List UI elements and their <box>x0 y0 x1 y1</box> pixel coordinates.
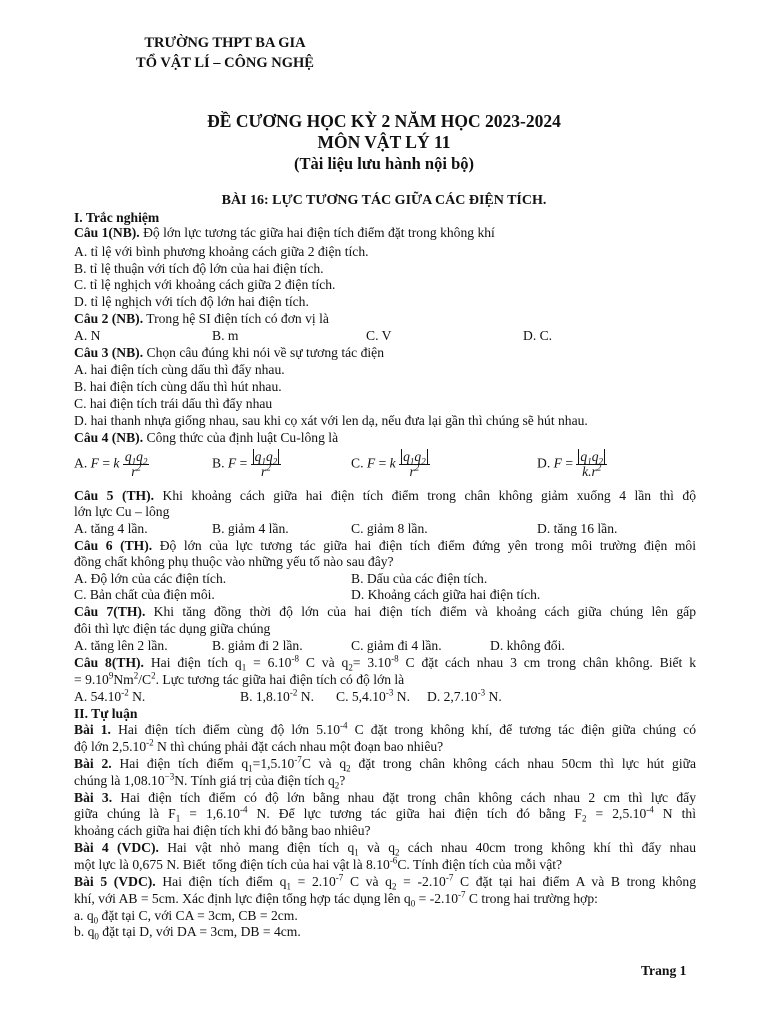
exercise-1-cont: độ lớn $2,5.10^{-2}$ N thì chúng phải đặt cách nhau một đoạn bao nhiêu? <box>74 737 444 754</box>
option-7b: B. giảm đi 2 lần. <box>212 638 303 653</box>
option-4c: C. F = k $\frac{q_1q_2}{r^2}$ <box>351 450 430 479</box>
option-2d: D. C. <box>523 328 553 343</box>
question-label: Câu 7(TH). <box>74 604 146 619</box>
question-label: Câu 5 (TH). <box>74 488 155 503</box>
option-1d: D. tỉ lệ nghịch với tích độ lớn hai điện tích. <box>74 294 309 309</box>
option-1b: B. tỉ lệ thuận với tích độ lớn của hai điện tích. <box>74 261 324 276</box>
option-1a: A. tỉ lệ với bình phương khoảng cách giữa 2 điện tích. <box>74 244 369 259</box>
option-7c: C. giảm đi 4 lần. <box>351 638 442 653</box>
fraction: $\frac{q_1q_2}{r^2}$ <box>124 449 148 479</box>
question-1 <box>74 225 696 240</box>
question-5-cont: lớn lực Cu – lông <box>74 504 170 519</box>
exercise-label: Bài 1. <box>74 722 111 737</box>
exercise-3: Bài 3. Hai điện tích điểm có độ lớn bằng nhau đặt trong chân không cách nhau 2 cm thì lực đẩy <box>74 790 696 805</box>
exercise-5-cont: khí, với AB = 5cm. Xác định lực điện tổng hợp tác dụng lên $q_0 = -2.10^{-7}$ C trong hai trường hợp: <box>74 889 598 909</box>
question-6 <box>74 538 696 553</box>
option-5a: A. tăng 4 lần. <box>74 521 148 536</box>
question-8-cont: = $9.10^9Nm^2/C^2$. Lực tương tác giữa hai điện tích có độ lớn là <box>74 670 405 687</box>
option-3d: D. hai thanh nhựa giống nhau, sau khi cọ xát với len dạ, nếu đưa lại gần thì chúng sẽ hút nhau. <box>74 413 588 428</box>
exercise-label: Bài 4 (VDC). <box>74 840 159 855</box>
option-8d: D. $2,7.10^{-3}$ N. <box>427 687 502 704</box>
section-essay: II. Tự luận <box>74 706 138 721</box>
option-5b: B. giảm 4 lần. <box>212 521 289 536</box>
question-6-cont: đồng chất không phụ thuộc vào những yếu tố nào sau đây? <box>74 554 394 569</box>
exercise-3-cont2: khoảng cách giữa hai điện tích khi đó bằng bao nhiêu? <box>74 823 371 838</box>
school-name: TRƯỜNG THPT BA GIA <box>144 35 306 51</box>
exercise-1: Bài 1. Hai điện tích điểm cùng độ lớn $5.10^{-4}$ C đặt trong không khí, để tương tác điện giữa chúng có <box>74 720 697 737</box>
exercise-5a: a. $q_0$ đặt tại C, với CA = 3cm, CB = 2cm. <box>74 908 298 926</box>
question-text: Độ lớn của lực tương tác giữa hai điện tích điểm đứng yên trong môi trường điện môi <box>152 538 696 553</box>
exercise-4: Bài 4 (VDC). Hai vật nhỏ mang điện tích $q_1$ và $q_2$ cách nhau 40cm trong không khí thì đẩy nhau <box>74 840 697 858</box>
question-text: Khi khoảng cách giữa hai điện tích điểm trong chân không giảm xuống 4 lần thì độ <box>154 488 696 503</box>
fraction: $\frac{q_1q_2}{r^2}$ <box>399 450 430 479</box>
option-6d: D. Khoảng cách giữa hai điện tích. <box>351 587 541 602</box>
option-3c: C. hai điện tích trái dấu thì đẩy nhau <box>74 396 273 411</box>
exercise-label: Bài 3. <box>74 790 113 805</box>
option-5c: C. giảm 8 lần. <box>351 521 428 536</box>
section-multiple-choice: I. Trắc nghiệm <box>74 210 160 225</box>
option-1c: C. tỉ lệ nghịch với khoảng cách giữa 2 điện tích. <box>74 277 336 292</box>
question-7 <box>74 604 696 619</box>
document-note: (Tài liệu lưu hành nội bộ) <box>293 154 474 173</box>
formula: F <box>366 455 376 471</box>
option-2c: C. V <box>366 328 392 343</box>
option-8a: A. $54.10^{-2}$ N. <box>74 687 146 704</box>
option-6a: A. Độ lớn của các điện tích. <box>74 571 227 586</box>
subject-title: MÔN VẬT LÝ 11 <box>317 132 451 152</box>
exercise-4-cont: một lực là 0,675 N. Biết tổng điện tích của hai vật là $8.10^{-6}C$. Tính điện tích của mỗi vật? <box>74 855 563 872</box>
question-5 <box>74 488 696 503</box>
document-title: ĐỀ CƯƠNG HỌC KỲ 2 NĂM HỌC 2023-2024 <box>207 111 561 131</box>
lesson-title: BÀI 16: LỰC TƯƠNG TÁC GIỮA CÁC ĐIỆN TÍCH. <box>221 193 547 208</box>
exercise-3-cont: giữa chúng là $F_1 = 1,6.10^{-4}$ N. Để lực tương tác giữa hai điện tích đó bằng $F_2 = 2,5.10^{-4}$ N thì <box>74 804 697 824</box>
option-6c: C. Bản chất của điện môi. <box>74 587 215 602</box>
exercise-label: Bài 5 (VDC). <box>74 874 156 889</box>
fraction: $\frac{q_1q_2}{r^2}$ <box>251 450 282 479</box>
question-3 <box>74 345 696 360</box>
option-4d: D. F = $\frac{q_1q_2}{k.r^2}$ <box>537 450 607 479</box>
exercise-label: Bài 2. <box>74 756 112 771</box>
question-4 <box>74 430 696 445</box>
option-4a: A. F = k $\frac{q_1q_2}{r^2}$ <box>74 449 148 479</box>
question-text: Khi tăng đồng thời độ lớn của hai điện tích điểm và khoảng cách giữa chúng lên gấp <box>145 604 696 619</box>
formula: F <box>90 455 99 471</box>
question-7-cont: đôi thì lực điện tác dụng giữa chúng <box>74 621 271 636</box>
department-name: TỔ VẬT LÍ – CÔNG NGHỆ <box>136 55 314 71</box>
fraction: $\frac{q_1q_2}{k.r^2}$ <box>576 450 607 479</box>
question-text: Công thức của định luật Cu-lông là <box>143 430 339 445</box>
option-3a: A. hai điện tích cùng dấu thì đẩy nhau. <box>74 362 285 377</box>
question-label: Câu 2 (NB). <box>74 311 144 326</box>
option-3b: B. hai điện tích cùng dấu thì hút nhau. <box>74 379 282 394</box>
option-8c: C. $5,4.10^{-3}$ N. <box>336 687 410 704</box>
question-2 <box>74 311 696 326</box>
question-label: Câu 8(TH). <box>74 655 144 670</box>
page-number: Trang 1 <box>641 963 687 978</box>
question-text: Trong hệ SI điện tích có đơn vị là <box>143 311 329 326</box>
question-text: Chọn câu đúng khi nói về sự tương tác điện <box>143 345 385 360</box>
exercise-2-cont: chúng là $1,08.10^{-3}N$. Tính giá trị của điện tích $q_2$? <box>74 771 346 791</box>
exercise-5b: b. $q_0$ đặt tại D, với DA = 3cm, DB = 4cm. <box>74 924 301 942</box>
question-text: Độ lớn lực tương tác giữa hai điện tích điểm đặt trong không khí <box>139 225 495 240</box>
exercise-2: Bài 2. Hai điện tích điểm $q_1=1,5.10^{-7}C$ và $q_2$ đặt trong chân không cách nhau 50cm thì lực hút giữa <box>74 754 697 774</box>
option-7d: D. không đổi. <box>490 638 565 653</box>
formula: F <box>553 455 562 471</box>
question-label: Câu 1(NB). <box>74 225 140 240</box>
option-7a: A. tăng lên 2 lần. <box>74 638 168 653</box>
option-6b: B. Dấu của các điện tích. <box>351 571 488 586</box>
question-8: Câu 8(TH). Hai điện tích $q_1 = 6.10^{-8}$ C và $q_2= 3.10^{-8}$ C đặt cách nhau 3 cm trong chân không. Biết k <box>74 653 696 673</box>
question-label: Câu 4 (NB). <box>74 430 144 445</box>
option-2a: A. N <box>74 328 101 343</box>
option-2b: B. m <box>212 328 239 343</box>
question-label: Câu 6 (TH). <box>74 538 153 553</box>
question-label: Câu 3 (NB). <box>74 345 144 360</box>
formula: F <box>227 455 237 471</box>
exercise-5: Bài 5 (VDC). Hai điện tích điểm $q_1 = 2.10^{-7}$ C và $q_2 = -2.10^{-7}$ C đặt tại hai điểm A và B trong không <box>74 872 697 892</box>
option-8b: B. $1,8.10^{-2}$ N. <box>240 687 314 704</box>
option-5d: D. tăng 16 lần. <box>537 521 618 536</box>
option-4b: B. F = $\frac{q_1q_2}{r^2}$ <box>212 450 281 479</box>
